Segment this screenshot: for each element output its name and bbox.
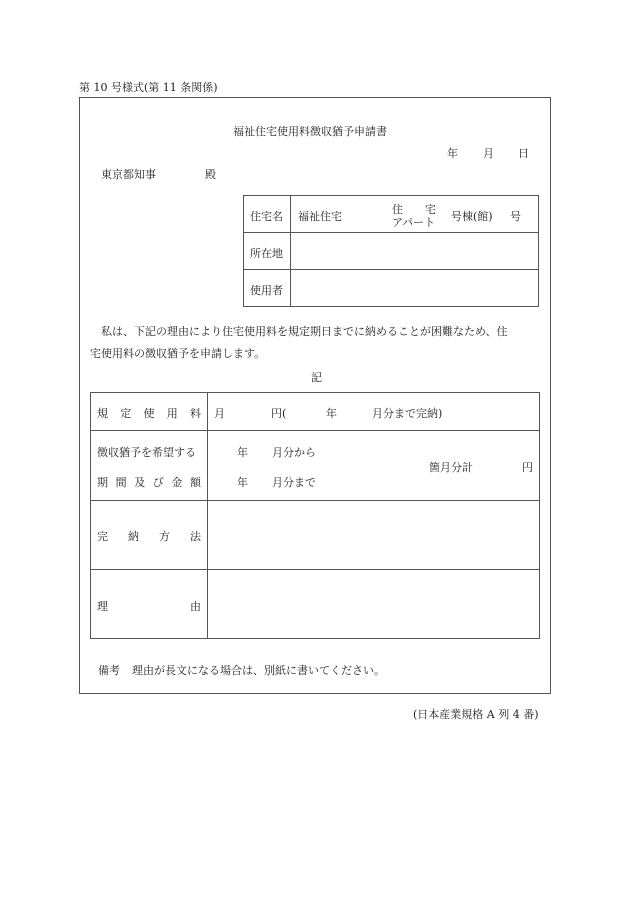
period-label-1: 徴収猶予を希望する: [97, 446, 196, 459]
remarks-text: 理由が長文になる場合は、別紙に書いてください。: [132, 664, 385, 677]
period-from-year: 年: [237, 446, 248, 459]
housing-type-jutaku: 住 宅: [392, 203, 436, 216]
room-number-label: 号: [510, 210, 521, 223]
method-label: 完 納 方 法: [97, 530, 201, 543]
rent-year: 年: [326, 407, 337, 420]
rent-paid-until: 月分まで完納): [372, 407, 443, 420]
rent-yen: 円(: [271, 407, 287, 420]
rent-label: 規 定 使 用 料: [97, 407, 201, 420]
reason-label: 理 由: [97, 600, 201, 613]
method-field[interactable]: [208, 501, 539, 568]
location-field[interactable]: [291, 233, 538, 269]
location-label: 所在地: [250, 247, 283, 260]
user-label: 使用者: [250, 284, 283, 297]
date-day: 日: [518, 147, 529, 160]
housing-name-value: 福祉住宅: [298, 210, 342, 223]
date-month: 月: [483, 147, 494, 160]
rent-month: 月: [214, 407, 225, 420]
remarks-label: 備考: [98, 664, 120, 677]
total-months-label: 箇月分計: [429, 461, 473, 474]
housing-name-label: 住宅名: [250, 210, 283, 223]
addressee-honorific: 殿: [205, 168, 216, 181]
period-to-month: 月分まで: [272, 476, 316, 489]
statement-line-2: 宅使用料の徴収猶予を申請します。: [90, 347, 266, 360]
addressee-name: 東京都知事: [101, 168, 156, 181]
period-to-year: 年: [237, 476, 248, 489]
housing-type-apartment: アパート: [392, 216, 436, 229]
date-year: 年: [447, 147, 458, 160]
period-label-2: 期 間 及 び 金 額: [97, 476, 201, 489]
form-title: 福祉住宅使用料徴収猶予申請書: [233, 125, 387, 138]
user-field[interactable]: [291, 270, 538, 306]
statement-line-1: 私は、下記の理由により住宅使用料を規定期日までに納めることが困難なため、住: [101, 325, 508, 338]
form-number: 第 10 号様式(第 11 条関係): [79, 81, 218, 94]
paper-size-note: (日本産業規格 A 列 4 番): [413, 708, 539, 721]
period-from-month: 月分から: [272, 446, 316, 459]
date-line: [447, 145, 458, 161]
building-number-label: 号棟(館): [451, 210, 493, 223]
ki-label: 記: [311, 371, 322, 384]
total-yen-label: 円: [522, 461, 533, 474]
reason-field[interactable]: [208, 570, 539, 638]
